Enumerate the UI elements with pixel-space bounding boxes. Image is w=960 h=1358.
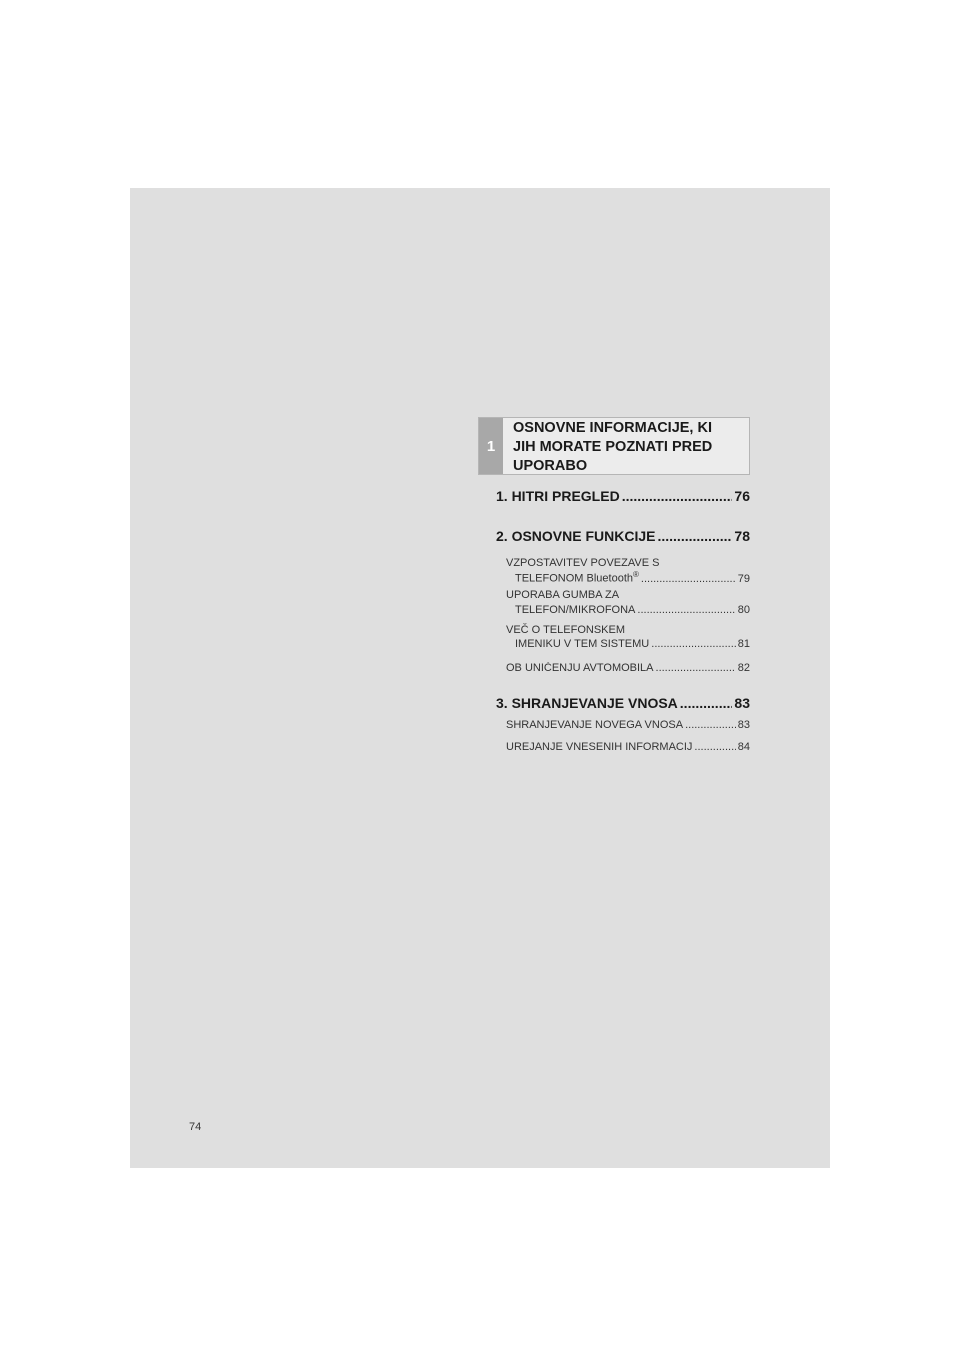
leader-dots xyxy=(680,695,733,711)
toc-entry-osnovne-funkcije[interactable] xyxy=(496,528,750,544)
leader-dots xyxy=(651,638,735,650)
leader-dots xyxy=(656,662,736,674)
toc-page-number: 76 xyxy=(734,488,750,504)
toc-subentry-unicenje[interactable] xyxy=(506,662,750,674)
toc-entry-label: 3. SHRANJEVANJE VNOSA xyxy=(496,695,678,711)
toc-subentry-label: IMENIKU V TEM SISTEMU xyxy=(515,638,650,650)
leader-dots xyxy=(622,488,733,504)
section-number: 1 xyxy=(479,418,503,474)
toc-entry-hitri-pregled[interactable] xyxy=(496,488,750,504)
toc-subentry-novega-vnosa[interactable] xyxy=(506,719,750,731)
toc-subentry-label: TELEFON/MIKROFONA xyxy=(515,604,636,616)
toc-entry-label: 2. OSNOVNE FUNKCIJE xyxy=(496,528,656,544)
toc-subentry-imenik[interactable] xyxy=(515,638,750,650)
toc-page-number: 81 xyxy=(737,638,750,650)
table-of-contents xyxy=(496,0,750,1358)
leader-dots xyxy=(637,604,735,616)
toc-subentry-line[interactable]: VEČ O TELEFONSKEM xyxy=(506,624,625,636)
toc-subentry-label: TELEFONOM Bluetooth® xyxy=(515,570,639,585)
toc-subentry-label: UREJANJE VNESENIH INFORMACIJ xyxy=(506,741,693,753)
toc-subentry-label: SHRANJEVANJE NOVEGA VNOSA xyxy=(506,719,684,731)
section-title-line: OSNOVNE INFORMACIJE, KI xyxy=(513,420,712,436)
toc-subentry-line[interactable]: UPORABA GUMBA ZA xyxy=(506,589,620,601)
page-number: 74 xyxy=(189,1121,202,1133)
leader-dots xyxy=(657,528,732,544)
toc-page-number: 83 xyxy=(734,695,750,711)
toc-subentry-gumb[interactable] xyxy=(515,604,750,616)
toc-subentry-label: OB UNIČENJU AVTOMOBILA xyxy=(506,662,654,674)
toc-subentry-line[interactable]: VZPOSTAVITEV POVEZAVE S xyxy=(506,557,660,569)
toc-page-number: 79 xyxy=(737,572,750,585)
toc-page-number: 78 xyxy=(734,528,750,544)
toc-page-number: 82 xyxy=(737,662,750,674)
toc-entry-label: 1. HITRI PREGLED xyxy=(496,488,620,504)
toc-entry-shranjevanje-vnosa[interactable] xyxy=(496,695,750,711)
leader-dots xyxy=(641,573,736,585)
section-title-line: JIH MORATE POZNATI PRED xyxy=(513,439,713,455)
leader-dots xyxy=(685,719,736,731)
toc-page-number: 83 xyxy=(737,719,750,731)
leader-dots xyxy=(694,741,735,753)
toc-subentry-urejanje[interactable] xyxy=(506,741,750,753)
toc-page-number: 84 xyxy=(737,741,750,753)
toc-subentry-bluetooth[interactable] xyxy=(515,570,750,585)
toc-page-number: 80 xyxy=(737,604,750,616)
section-title-line: UPORABO xyxy=(513,458,588,474)
